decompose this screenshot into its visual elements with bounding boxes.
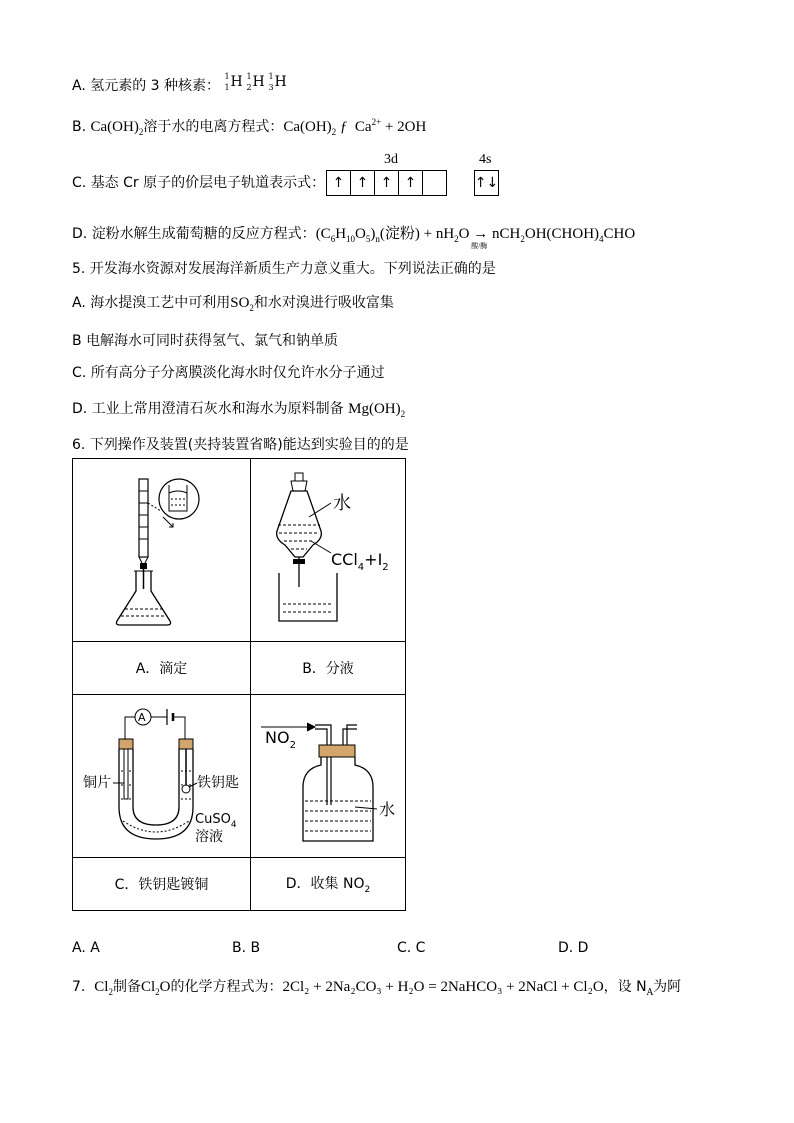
answer-a[interactable]: A. A xyxy=(72,940,100,956)
option-b-equation: $Ca(OH)_2$ ƒ $Ca^{2+} + 2OH$ xyxy=(283,117,427,137)
answer-c[interactable]: C. C xyxy=(397,940,426,956)
option-b-text: 溶于水的电离方程式： xyxy=(143,119,284,135)
q5-option-a: A. 海水提溴工艺中可利用$SO_2$和水对溴进行吸收富集 xyxy=(72,295,394,313)
option-c-text: 基态 Cr 原子的价层电子轨道表示式： xyxy=(90,175,326,191)
option-d-label: D. xyxy=(72,226,88,242)
orbital-box: ↑ xyxy=(399,171,423,195)
apparatus-table xyxy=(72,458,406,911)
nuclide-3: 1 3 H xyxy=(268,72,287,92)
label-iron-key: 铁钥匙 xyxy=(197,775,239,791)
answer-b[interactable]: B. B xyxy=(232,940,261,956)
option-c-line xyxy=(72,172,325,192)
panel-d-image xyxy=(251,695,406,858)
q7-number: 7. xyxy=(72,979,86,995)
ammeter-label: A xyxy=(138,711,146,724)
option-d-line xyxy=(72,222,636,250)
label-copper: 铜片 xyxy=(83,775,111,791)
nuclide-1: 1 1 H xyxy=(224,72,243,92)
option-a-label: A. xyxy=(72,78,86,94)
titration-apparatus xyxy=(73,459,250,637)
option-b-formula: $Ca(OH)_2$ xyxy=(90,119,144,137)
orbital-3d-label: 3d xyxy=(384,152,398,167)
option-a-line xyxy=(72,74,291,95)
q5-option-c: C. 所有高分子分离膜淡化海水时仅允许水分子通过 xyxy=(72,365,385,381)
panel-c-image xyxy=(73,695,251,858)
option-d-text: 淀粉水解生成葡萄糖的反应方程式： xyxy=(91,226,316,242)
orbital-4s-boxes xyxy=(474,170,499,196)
label-no2: $NO_2$ xyxy=(265,728,296,751)
option-a-text: 氢元素的 3 种核素： xyxy=(90,78,221,94)
label-water-d: 水 xyxy=(379,800,396,819)
nuclide-2: 1 2 H xyxy=(246,72,265,92)
orbital-box: ↑ xyxy=(351,171,375,195)
label-water: 水 xyxy=(333,493,351,514)
electroplating-apparatus xyxy=(73,695,250,853)
panel-a-image xyxy=(73,459,251,642)
gas-collection-apparatus xyxy=(251,695,405,853)
panel-a-caption: A．滴定 xyxy=(73,642,251,695)
option-d-equation: $(C_6H_{10}O_5)_n$(淀粉) + $nH_2O$ → 酸/酶 $nCH_2OH(CHOH)_4CHO$ xyxy=(315,226,636,250)
option-b-label: B. xyxy=(72,119,87,135)
q6-stem: 6. 下列操作及装置(夹持装置省略)能达到实验目的的是 xyxy=(72,437,409,453)
orbital-box: ↑↓ xyxy=(474,175,499,191)
option-c-label: C. xyxy=(72,175,87,191)
option-b-line xyxy=(72,116,426,137)
label-solution: 溶液 xyxy=(195,829,223,845)
orbital-box xyxy=(423,171,446,195)
label-ccl4-i2: $CCl_4+I_2$ xyxy=(331,550,389,573)
orbital-box: ↑ xyxy=(375,171,399,195)
panel-d-caption: D．收集 $NO_2$ xyxy=(251,858,406,911)
label-cuso4: CuSO$_4$ xyxy=(195,812,237,830)
orbital-box: ↑ xyxy=(327,171,351,195)
orbital-3d-boxes xyxy=(326,170,447,196)
q7-line: 7. $Cl_2$制备$Cl_2O$的化学方程式为：2Cl₂ + 2Na₂CO₃ + H₂O = 2NaHCO₃ + 2NaCl + Cl₂O，设 $N_A$为阿 xyxy=(72,979,682,998)
separatory-funnel-apparatus xyxy=(251,459,405,637)
q7-equation: 2Cl₂ + 2Na₂CO₃ + H₂O = 2NaHCO₃ + 2NaCl + Cl₂O xyxy=(282,979,604,995)
panel-b-caption: B．分液 xyxy=(251,642,406,695)
answer-d[interactable]: D. D xyxy=(558,940,589,956)
q5-stem: 5. 开发海水资源对发展海洋新质生产力意义重大。下列说法正确的是 xyxy=(72,261,496,277)
orbital-4s-label: 4s xyxy=(479,152,492,167)
q5-option-d: D. 工业上常用澄清石灰水和海水为原料制备 $Mg(OH)_2$ xyxy=(72,401,406,419)
q5-option-b: B 电解海水可同时获得氢气、氯气和钠单质 xyxy=(72,333,339,349)
panel-b-image xyxy=(251,459,406,642)
panel-c-caption: C．铁钥匙镀铜 xyxy=(73,858,251,911)
